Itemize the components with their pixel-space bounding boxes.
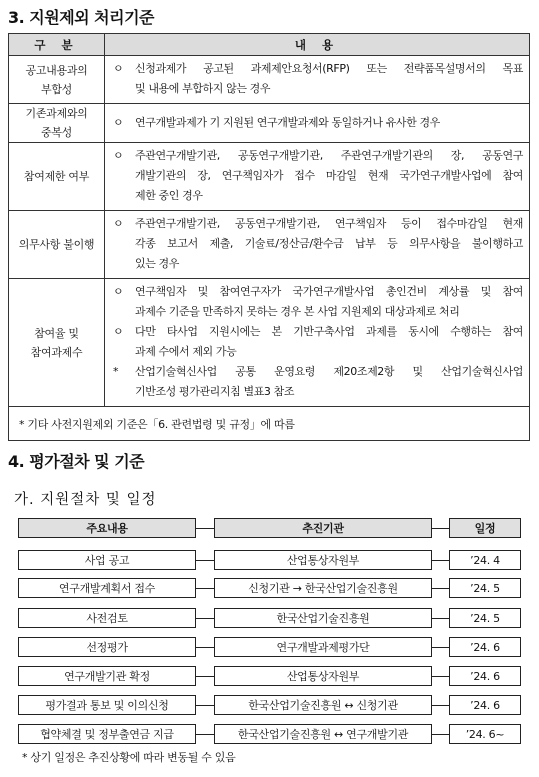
category-line: 참여과제수 bbox=[30, 345, 83, 359]
content-item bbox=[111, 214, 523, 274]
row-category bbox=[9, 56, 105, 104]
step-date: ’24. 6 bbox=[449, 637, 521, 657]
content-item bbox=[111, 146, 523, 206]
connector-line bbox=[432, 734, 449, 735]
content-line: 다만 타사업 지원시에는 본 기반구축사업 과제를 동시에 수행하는 참여 bbox=[135, 325, 523, 338]
table-row bbox=[9, 56, 530, 104]
content-item bbox=[111, 282, 523, 322]
row-content bbox=[105, 279, 530, 407]
connector-line bbox=[432, 705, 449, 706]
content-line: 주관연구개발기관, 공동연구개발기관, 주관연구개발기관의 장, 공동연구 bbox=[135, 149, 523, 162]
bullet-marker: ㅇ bbox=[113, 115, 124, 129]
table-row bbox=[9, 143, 530, 211]
connector-line bbox=[432, 528, 449, 529]
content-line: 연구개발과제가 기 지원된 연구개발과제와 동일하거나 유사한 경우 bbox=[135, 115, 440, 129]
category-line: 중복성 bbox=[41, 126, 72, 139]
connector-line bbox=[196, 588, 214, 589]
category-line: 공고내용과의 bbox=[25, 63, 88, 77]
content-item bbox=[111, 322, 523, 362]
step-agency: 산업통상자원부 bbox=[214, 550, 432, 570]
content-line: 과제 수에서 제외 가능 bbox=[135, 345, 237, 358]
content-line: 신청과제가 공고된 과제제안요청서(RFP) 또는 전략품목설명서의 목표 bbox=[135, 62, 523, 75]
content-line: 각종 보고서 제출, 기술료/정산금/환수금 납부 등 의무사항을 불이행하고 bbox=[135, 237, 523, 250]
category-line: 의무사항 불이행 bbox=[18, 238, 95, 251]
step-agency: 한국산업기술진흥원 ↔ 신청기관 bbox=[214, 695, 432, 715]
row-category bbox=[9, 143, 105, 211]
content-line: 산업기술혁신사업 공통 운영요령 제20조제2항 및 산업기술혁신사업 bbox=[135, 365, 523, 378]
header-main-content: 주요내용 bbox=[18, 518, 196, 538]
connector-line bbox=[196, 676, 214, 677]
category-line: 참여제한 여부 bbox=[23, 170, 90, 183]
bullet-marker: ㅇ bbox=[113, 62, 124, 75]
step-agency: 연구개발과제평가단 bbox=[214, 637, 432, 657]
category-line: 참여율 및 bbox=[34, 326, 79, 340]
row-content bbox=[105, 104, 530, 143]
category-line: 기존과제와의 bbox=[25, 107, 88, 120]
bullet-marker: ㅇ bbox=[113, 325, 124, 338]
row-category bbox=[9, 104, 105, 143]
step-content: 연구개발계획서 접수 bbox=[18, 578, 196, 598]
subsection-title: 가. 지원절차 및 일정 bbox=[14, 492, 157, 508]
table-row bbox=[9, 279, 530, 407]
step-agency: 한국산업기술진흥원 ↔ 연구개발기관 bbox=[214, 724, 432, 744]
section3-title: 3. 지원제외 처리기준 bbox=[8, 8, 154, 27]
content-line: 과제수 기준을 만족하지 못하는 경우 본 사업 지원제외 대상과제로 처리 bbox=[135, 305, 460, 318]
row-content bbox=[105, 143, 530, 211]
content-item bbox=[111, 113, 523, 133]
content-item bbox=[111, 362, 523, 402]
header-agency: 추진기관 bbox=[214, 518, 432, 538]
content-line: 연구책임자 및 참여연구자가 국가연구개발사업 총인건비 계상률 및 참여 bbox=[135, 285, 523, 298]
step-agency: 산업통상자원부 bbox=[214, 666, 432, 686]
step-date: ’24. 5 bbox=[449, 608, 521, 628]
content-line: 및 내용에 부합하지 않는 경우 bbox=[135, 82, 271, 95]
connector-line bbox=[196, 618, 214, 619]
content-line: 개발기관의 장, 연구책임자가 접수 마감일 현재 국가연구개발사업에 참여 bbox=[135, 169, 523, 182]
step-content: 선정평가 bbox=[18, 637, 196, 657]
step-date: ’24. 6 bbox=[449, 695, 521, 715]
connector-line bbox=[432, 588, 449, 589]
table-row bbox=[9, 211, 530, 279]
step-content: 사전검토 bbox=[18, 608, 196, 628]
content-line: 있는 경우 bbox=[135, 257, 180, 270]
step-content: 평가결과 통보 및 이의신청 bbox=[18, 695, 196, 715]
table-note-row bbox=[9, 407, 530, 441]
bullet-marker: ㅇ bbox=[113, 217, 124, 230]
header-schedule: 일정 bbox=[449, 518, 521, 538]
connector-line bbox=[432, 560, 449, 561]
bullet-marker: ㅇ bbox=[113, 285, 124, 298]
exclusion-criteria-table bbox=[8, 33, 530, 441]
connector-line bbox=[196, 528, 214, 529]
content-line: 제한 중인 경우 bbox=[135, 189, 203, 202]
content-line: 주관연구개발기관, 공동연구개발기관, 연구책임자 등이 접수마감일 현재 bbox=[135, 217, 523, 230]
row-content bbox=[105, 56, 530, 104]
schedule-footnote: * 상기 일정은 추진상황에 따라 변동될 수 있음 bbox=[22, 751, 236, 764]
step-date: ’24. 4 bbox=[449, 550, 521, 570]
step-content: 사업 공고 bbox=[18, 550, 196, 570]
connector-line bbox=[432, 647, 449, 648]
step-date: ’24. 5 bbox=[449, 578, 521, 598]
bullet-marker: ㅇ bbox=[113, 149, 124, 162]
step-content: 협약체결 및 정부출연금 지급 bbox=[18, 724, 196, 744]
connector-line bbox=[432, 676, 449, 677]
connector-line bbox=[196, 560, 214, 561]
connector-line bbox=[432, 618, 449, 619]
table-note: * 기타 사전지원제외 기준은「6. 관련법령 및 규정」에 따름 bbox=[9, 407, 530, 441]
header-category: 구 분 bbox=[9, 34, 105, 56]
content-line: 기반조성 평가관리지침 별표3 참조 bbox=[135, 385, 295, 398]
row-category bbox=[9, 211, 105, 279]
step-date: ’24. 6 bbox=[449, 666, 521, 686]
bullet-marker: * bbox=[113, 365, 119, 378]
step-agency: 신청기관 → 한국산업기술진흥원 bbox=[214, 578, 432, 598]
section4-title: 4. 평가절차 및 기준 bbox=[8, 452, 145, 471]
step-date: ’24. 6~ bbox=[449, 724, 521, 744]
row-category bbox=[9, 279, 105, 407]
category-line: 부합성 bbox=[41, 82, 72, 96]
step-content: 연구개발기관 확정 bbox=[18, 666, 196, 686]
connector-line bbox=[196, 705, 214, 706]
content-item bbox=[111, 59, 523, 99]
table-row bbox=[9, 104, 530, 143]
header-content: 내 용 bbox=[105, 34, 530, 56]
row-content bbox=[105, 211, 530, 279]
step-agency: 한국산업기술진흥원 bbox=[214, 608, 432, 628]
connector-line bbox=[196, 734, 214, 735]
connector-line bbox=[196, 647, 214, 648]
